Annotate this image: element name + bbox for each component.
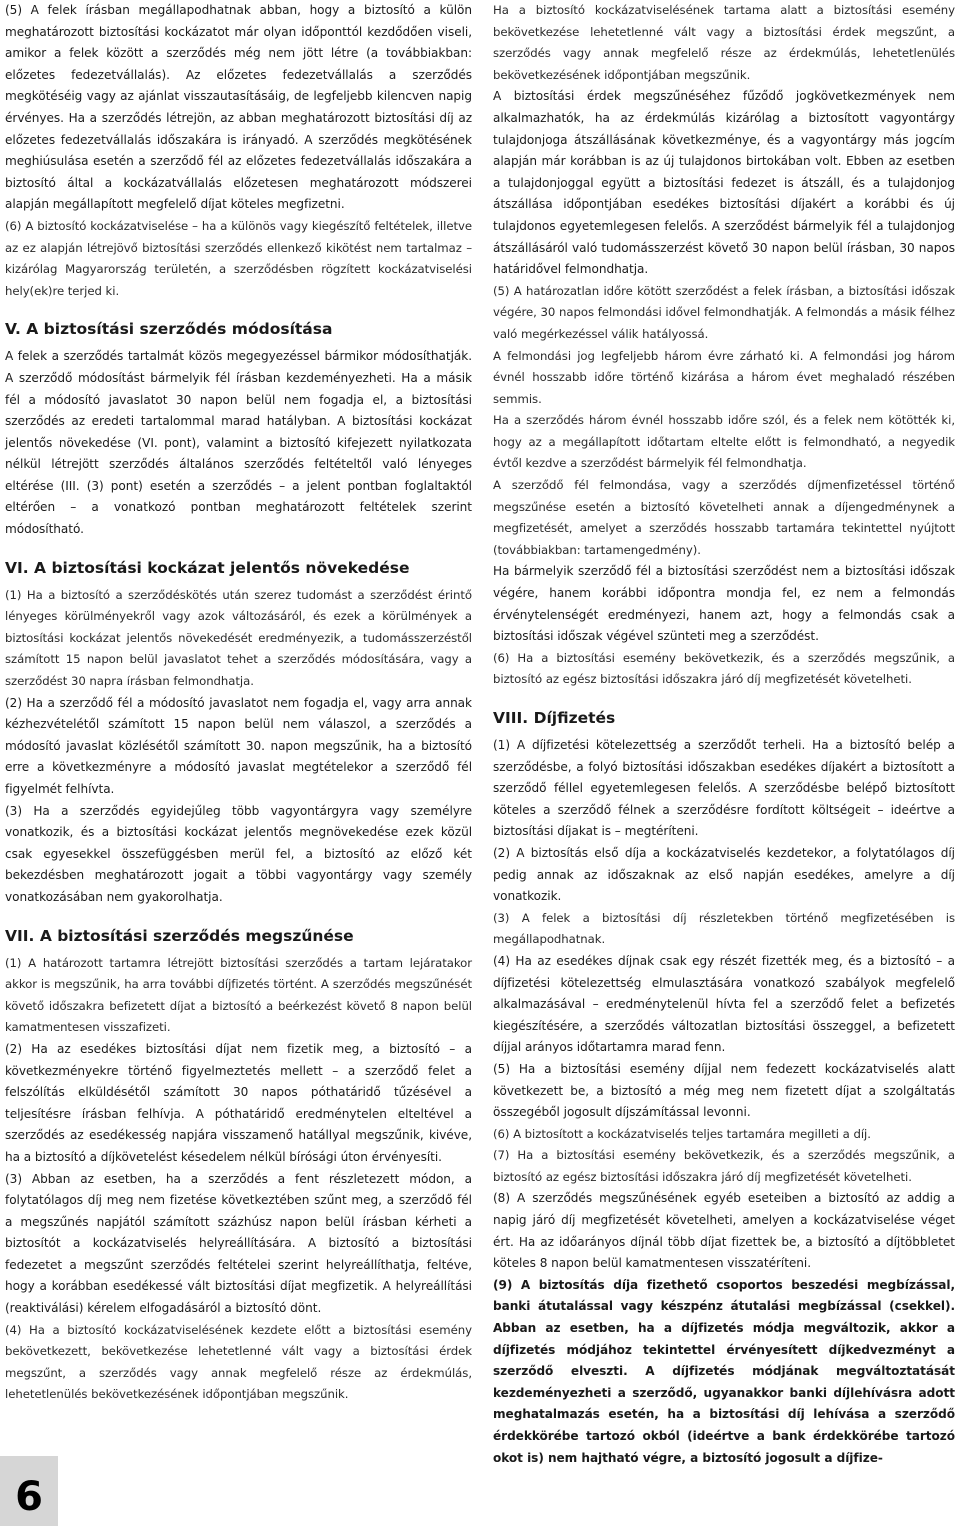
- section-viii-6: (6) A biztosított a kockázatviselés teljes tartamára megilleti a díj.: [493, 1126, 871, 1141]
- section-viii-8: (8) A szerződés megszűnésének egyéb eseteiben a biztosító az addig a napig járó díj megfizetését követelheti, amelyen a kockázatviselése véget ért. Ha az időarányos díjnál több díjat fizettek be, a biztosító a díjtöbbletet köteles 8 napon belül kamatmentesen visszatéríteni.: [493, 1191, 955, 1271]
- section-viii-4: (4) Ha az esedékes díjnak csak egy részét fizették meg, és a biztosító – a díjfizetési kötelezettség elmulasztására vonatkozó szabályok megfelelő alkalmazásával – eredménytelenül hívta fel a szerződő felet a befizetés kiegészítésére, a szerződés változatlan biztosítási összeggel, a befizetett díjjal arányos időtartamra marad fenn.: [493, 953, 955, 1055]
- section-viii-3: (3) A felek a biztosítási díj részletekben történő megfizetésében is megállapodhatnak.: [493, 910, 955, 947]
- section-viii-9: (9) A biztosítás díja fizethető csoportos beszedési megbízással, banki átutalással vagy készpénz átutalási megbízással (csekkel). Abban az esetben, ha a díjfizetés módja megváltozik, akkor a díjfizetés módjához tekintettel érvényesített díjkedvezményt a szerződő elveszti. A díjfizetés módjának megváltoztatását kezdeményezheti a szerződő, ugyanakkor banki díjlehívásra adott meghatalmazás esetén, ha a biztosítási díj lehívása a szerződő érdekkörébe tartozó okból (ideértve a bank érdekkörébe tartozó okot is) nem hajtható végre, a biztosító jogosult a díjfize-: [493, 1277, 955, 1465]
- paragraph-6: (6) A biztosító kockázatviselése – ha a különös vagy kiegészítő feltételek, illetve az ez alapján létrejövő biztosítási szerződés ellenkező kikötést nem tartalmaz – kizárólag Magyarország területén, a szerződésben rögzített kockázatviselési hely(ek)re terjed ki.: [5, 218, 472, 298]
- section-v-heading: V. A biztosítási szerződés módosítása: [5, 320, 333, 339]
- right-paragraph-3: (5) A határozatlan időre kötött szerződést a felek írásban, a biztosítási időszak végére, 30 napos felmondási idővel felmondhatják. A felmondás a másik félhez való megérkezéssel válik hatályossá.: [493, 283, 955, 341]
- paragraph-5: (5) A felek írásban megállapodhatnak abban, hogy a biztosító a külön meghatározott biztosítási kockázatot már olyan időponttól kezdődően viseli, amikor a felek között a szerződés még nem jött létre (a továbbiakban: előzetes fedezetvállalás). Az előzetes fedezetvállalás a szerződés megkötéséig vagy az ajánlat visszautasításáig, de legfeljebb kilencven napig érvényes. Ha a szerződés létrejön, az abban meghatározott biztosítási díj az előzetes fedezetvállalás időszakára is irányadó. A szerződés megkötésének meghiúsulása esetén a szerződő fél az előzetes fedezetvállalás időszakára a biztosító által a kockázatvállalás előzetesen meghatározott módszerei alapján megállapított megfelelő díjat köteles megfizetni.: [5, 3, 472, 212]
- page-number: 6: [0, 1456, 58, 1526]
- right-paragraph-4: A felmondási jog legfeljebb három évre zárható ki. A felmondási jog három évnél hosszabb időre történő kizárása a három évet meghaladó részében semmis.: [493, 348, 955, 406]
- section-vi-1: (1) Ha a biztosító a szerződéskötés után szerez tudomást a szerződést érintő lényeges körülményekről vagy azok változásáról, és ezek a körülmények a biztosítási kockázat jelentős növekedését eredményezik, a tudomásszerzéstől számított 15 napon belül javaslatot tehet a szerződés módosítására, vagy a szerződést 30 napra írásban felmondhatja.: [5, 587, 472, 689]
- section-viii-heading: VIII. Díjfizetés: [493, 709, 616, 727]
- right-paragraph-7: Ha bármelyik szerződő fél a biztosítási szerződést nem a biztosítási időszak végére, hanem korábbi időpontra mondja fel, ez nem a felmondás érvénytelenségét eredményezi, hanem azt, hogy a felmondás csak a biztosítási időszak végével szünteti meg a szerződést.: [493, 564, 955, 644]
- section-vii-heading: VII. A biztosítási szerződés megszűnése: [5, 926, 354, 945]
- section-vi-3: (3) Ha a szerződés egyidejűleg több vagyontárgyra vagy személyre vonatkozik, és a biztosítási kockázat jelentős megnövekedése ezek közül csak egyesekkel összefüggésben merül fel, a biztosító az előző két bekezdésben meghatározott jogait a többi vagyontárgy vagy személy vonatkozásában nem gyakorolhatja.: [5, 803, 472, 904]
- section-vii-4: (4) Ha a biztosító kockázatviselésének kezdete előtt a biztosítási esemény bekövetkezett, bekövetkezése lehetetlenné vált vagy a biztosítási érdek megszűnt, a szerződés vagy annak megfelelő része az érdekmúlás, lehetetlenülés bekövetkezésének időpontjában megszűnik.: [5, 1322, 472, 1402]
- section-vi-heading: VI. A biztosítási kockázat jelentős növekedése: [5, 558, 410, 577]
- section-viii-1: (1) A díjfizetési kötelezettség a szerződőt terheli. Ha a biztosító belép a szerződésbe, a folyó biztosítási időszakban esedékes díjakért a biztosított a szerződő féllel egyetemlegesen felelős. A szerződésbe belépő biztosított köteles a szerződő félnek a szerződésre fordított költségeit – ideértve a biztosítási díjakat is – megtéríteni.: [493, 738, 955, 839]
- right-paragraph-1: Ha a biztosító kockázatviselésének tartama alatt a biztosítási esemény bekövetkezése lehetetlenné vált vagy a biztosítási érdek megszűnt, a szerződés vagy annak megfelelő része az érdekmúlás, lehetetlenülés bekövetkezésének időpontjában megszűnik.: [493, 3, 955, 82]
- right-paragraph-5: Ha a szerződés három évnél hosszabb időre szól, és a felek nem kötötték ki, hogy az a megállapított időtartam eltelte előtt is felmondható, a negyedik évtől kezdve a szerződést bármelyik fél felmondhatja.: [493, 413, 955, 471]
- section-viii-7: (7) Ha a biztosítási esemény bekövetkezik, és a szerződés megszűnik, a biztosító az egész biztosítási időszakra járó díj megfizetését követelheti.: [493, 1148, 955, 1184]
- right-column: [493, 0, 955, 1469]
- section-viii-5: (5) Ha a biztosítási esemény díjjal nem fedezett kockázatviselés alatt következett be, a biztosító a még meg nem fizetett díjat a szolgáltatás összegéből jogosult díjszámítással levonni.: [493, 1061, 955, 1120]
- section-vi-2: (2) Ha a szerződő fél a módosító javaslatot nem fogadja el, vagy arra annak kézhezvételétől számított 15 napon belül nem válaszol, a szerződés a módosító javaslat közlésétől számított 30. napon megszűnik, ha a biztosító erre a következményre a módosító javaslat megtételekor a szerződő fél figyelmét felhívta.: [5, 695, 472, 796]
- section-vii-1: (1) A határozott tartamra létrejött biztosítási szerződés a tartam lejáratakor akkor is megszűnik, ha arra további díjfizetés történt. A szerződés megszűnését követő időszakra befizetett díjat a biztosító a beérkezést követő 8 napon belül kamatmentesen visszafizeti.: [5, 955, 472, 1035]
- section-vii-3: (3) Abban az esetben, ha a szerződés a fent részletezett módon, a folytatólagos díj meg nem fizetése következtében szűnt meg, a szerződő fél a megszűnés napjától számított százhúsz napon belül írásban kérheti a biztosítót a kockázatviselés helyreállítására. A biztosító a biztosítási fedezetet a megszűnt szerződés feltételei szerint helyreállíthatja, feltéve, hogy a korábban esedékessé vált biztosítási díjat megfizetik. A helyreállítási (reaktiválási) kérelem elfogadásáról a biztosító dönt.: [5, 1171, 472, 1316]
- section-v-text: A felek a szerződés tartalmát közös megegyezéssel bármikor módosíthatják. A szerződő módosítást bármelyik fél írásban kezdeményezheti. Ha a másik fél a módosító javaslatot 30 napon belül nem fogadja el, a biztosítási szerződés az eredeti tartalommal marad hatályban. A biztosítási kockázat jelentős növekedése (VI. pont), valamint a biztosító kifejezett nyilatkozata nélkül létrejött szerződés általános szerződés feltételtől való lényeges eltérése (III. (3) pont) esetén a szerződés – a jelent pontban foglaltaktól eltérően – a vonatkozó pontban meghatározott feltételek szerint módosítható.: [5, 349, 472, 537]
- section-viii-2: (2) A biztosítás első díja a kockázatviselés kezdetekor, a folytatólagos díj pedig annak az időszaknak az első napján esedékes, amelyre a díj vonatkozik.: [493, 845, 955, 904]
- left-column: [5, 0, 472, 1406]
- right-paragraph-2: A biztosítási érdek megszűnéséhez fűződő jogkövetkezmények nem alkalmazhatók, ha az érdekmúlás kizárólag a biztosított vagyontárgy tulajdonjoga átszállásának következménye, és a vagyontárgy más jogcím alapján már korábban is az új tulajdonos birtokában volt. Ebben az esetben a tulajdonjoggal együtt a biztosítási fedezet is átszáll, és a tulajdonjog átszállása időpontjában esedékes biztosítási díjakért a korábbi és új tulajdonos egyetemlegesen felelős. A szerződést bármelyik fél a tulajdonjog átszállásáról való tudomásszerzést követő 30 napon belül írásban, 30 napos határidővel felmondhatja.: [493, 89, 955, 277]
- right-paragraph-8: (6) Ha a biztosítási esemény bekövetkezik, és a szerződés megszűnik, a biztosító az egész biztosítási időszakra járó díj megfizetését követelheti.: [493, 650, 955, 687]
- right-paragraph-6: A szerződő fél felmondása, vagy a szerződés díjmenfizetéssel történő megszűnése esetén a biztosító követelheti annak a díjengedménynek a megfizetését, amelyet a szerződés hosszabb tartamára tekintettel nyújtott (továbbiakban: tartamengedmény).: [493, 478, 955, 557]
- section-vii-2: (2) Ha az esedékes biztosítási díjat nem fizetik meg, a biztosító – a következményekre történő figyelmeztetés mellett – a szerződő felet a felszólítás elküldésétől számított 30 napos póthatáridő tűzésével a teljesítésre írásban felhívja. A póthatáridő eredménytelen elteltével a szerződés az esedékesség napjára visszamenő hatállyal megszűnik, kivéve, ha a biztosító a díjkövetelést késedelem nélkül bírósági úton érvényesíti.: [5, 1041, 472, 1164]
